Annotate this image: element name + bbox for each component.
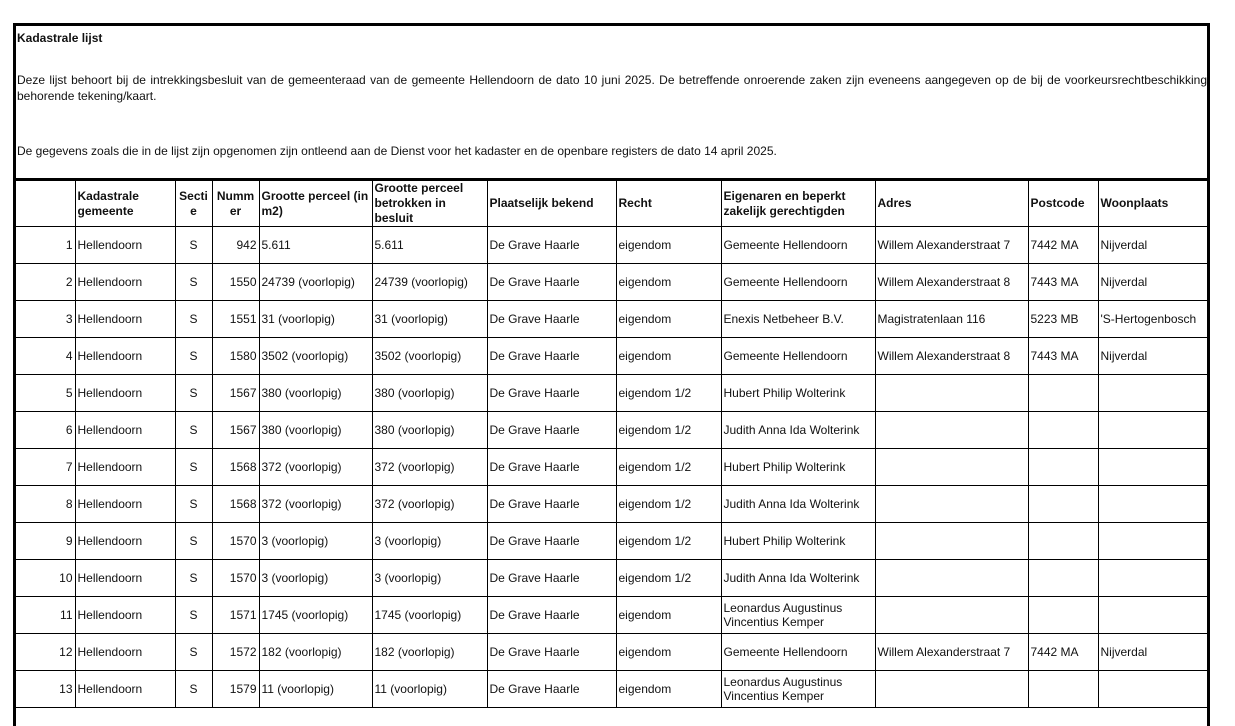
cell-adres (875, 486, 1028, 523)
intro-section (16, 26, 1207, 181)
cell-plaatselijk-bekend: De Grave Haarle (487, 449, 616, 486)
cell-adres: Willem Alexanderstraat 8 (875, 264, 1028, 301)
cell-grootte-perceel: 182 (voorlopig) (259, 634, 372, 671)
cell-eigenaren: Hubert Philip Wolterink (721, 449, 875, 486)
cell-nummer: 1570 (212, 523, 259, 560)
cell-postcode (1028, 560, 1098, 597)
cell-kadastrale-gemeente: Hellendoorn (75, 338, 175, 375)
cell-nummer: 1572 (212, 634, 259, 671)
cell-sectie: S (175, 671, 212, 708)
cell-postcode (1028, 412, 1098, 449)
cell-nummer: 1579 (212, 671, 259, 708)
cell-grootte-betrokken: 1745 (voorlopig) (372, 597, 487, 634)
header-col-grootte-betrokken: Grootte perceel betrokken in besluit (372, 181, 487, 227)
table-row (16, 338, 1207, 375)
table-row (16, 634, 1207, 671)
cell-plaatselijk-bekend: De Grave Haarle (487, 523, 616, 560)
cell-eigenaren: Judith Anna Ida Wolterink (721, 412, 875, 449)
cell-plaatselijk-bekend: De Grave Haarle (487, 597, 616, 634)
cell-grootte-betrokken: 182 (voorlopig) (372, 634, 487, 671)
cell-woonplaats (1098, 560, 1207, 597)
cell-recht: eigendom (616, 301, 721, 338)
document-frame (13, 23, 1210, 726)
cell-nummer: 1568 (212, 449, 259, 486)
header-col-nummer: Numm er (212, 181, 259, 227)
cell-sectie: S (175, 634, 212, 671)
cell-grootte-betrokken: 380 (voorlopig) (372, 412, 487, 449)
cell-adres (875, 671, 1028, 708)
cell-sectie: S (175, 301, 212, 338)
table-row (16, 597, 1207, 634)
cell-nummer: 1571 (212, 597, 259, 634)
cell-eigenaren: Gemeente Hellendoorn (721, 338, 875, 375)
cell-adres (875, 412, 1028, 449)
cell-eigenaren: Enexis Netbeheer B.V. (721, 301, 875, 338)
header-col-plaatselijk-bekend: Plaatselijk bekend (487, 181, 616, 227)
cell-grootte-betrokken: 11 (voorlopig) (372, 671, 487, 708)
cell-adres: Willem Alexanderstraat 7 (875, 634, 1028, 671)
cell-nummer: 1580 (212, 338, 259, 375)
cell-kadastrale-gemeente: Hellendoorn (75, 375, 175, 412)
cell-woonplaats (1098, 412, 1207, 449)
cell-recht: eigendom 1/2 (616, 523, 721, 560)
cell-sectie: S (175, 449, 212, 486)
cell-grootte-betrokken: 3 (voorlopig) (372, 560, 487, 597)
cell-plaatselijk-bekend: De Grave Haarle (487, 560, 616, 597)
cell-adres: Magistratenlaan 116 (875, 301, 1028, 338)
cell-kadastrale-gemeente: Hellendoorn (75, 227, 175, 264)
cell-grootte-perceel: 11 (voorlopig) (259, 671, 372, 708)
cell-recht: eigendom (616, 634, 721, 671)
cell-nummer: 1568 (212, 486, 259, 523)
cell-woonplaats: 'S-Hertogenbosch (1098, 301, 1207, 338)
cell-adres (875, 523, 1028, 560)
source-paragraph: De gegevens zoals die in de lijst zijn opgenomen zijn ontleend aan de Dienst voor het kadaster en de openbare registers de dato 14 april 2025. (17, 144, 777, 158)
cell-grootte-betrokken: 372 (voorlopig) (372, 486, 487, 523)
cell-grootte-betrokken: 3 (voorlopig) (372, 523, 487, 560)
cell-kadastrale-gemeente: Hellendoorn (75, 412, 175, 449)
cell-postcode: 7443 MA (1028, 338, 1098, 375)
cell-postcode (1028, 671, 1098, 708)
cell-sectie: S (175, 560, 212, 597)
cell-index: 3 (16, 301, 75, 338)
cell-kadastrale-gemeente: Hellendoorn (75, 671, 175, 708)
header-col-index (16, 181, 75, 227)
cell-grootte-perceel: 3 (voorlopig) (259, 523, 372, 560)
cell-kadastrale-gemeente: Hellendoorn (75, 634, 175, 671)
cell-postcode: 7443 MA (1028, 264, 1098, 301)
cell-recht: eigendom (616, 597, 721, 634)
cell-sectie: S (175, 597, 212, 634)
cell-eigenaren: Leonardus Augustinus Vincentius Kemper (721, 671, 875, 708)
cell-woonplaats (1098, 486, 1207, 523)
table-row (16, 412, 1207, 449)
cell-sectie: S (175, 375, 212, 412)
cell-recht: eigendom (616, 338, 721, 375)
document-title: Kadastrale lijst (17, 31, 103, 45)
cell-grootte-perceel: 3 (voorlopig) (259, 560, 372, 597)
cell-nummer: 942 (212, 227, 259, 264)
table-row (16, 671, 1207, 708)
cell-sectie: S (175, 523, 212, 560)
cell-grootte-perceel: 3502 (voorlopig) (259, 338, 372, 375)
cell-woonplaats: Nijverdal (1098, 634, 1207, 671)
table-row (16, 449, 1207, 486)
cell-woonplaats (1098, 523, 1207, 560)
cadastral-table (16, 181, 1207, 708)
cell-nummer: 1570 (212, 560, 259, 597)
header-col-sectie: Secti e (175, 181, 212, 227)
cell-sectie: S (175, 486, 212, 523)
table-body (16, 227, 1207, 708)
table-row (16, 523, 1207, 560)
cell-postcode (1028, 449, 1098, 486)
cell-kadastrale-gemeente: Hellendoorn (75, 597, 175, 634)
cell-woonplaats (1098, 375, 1207, 412)
cell-index: 10 (16, 560, 75, 597)
cell-postcode: 5223 MB (1028, 301, 1098, 338)
header-col-woonplaats: Woonplaats (1098, 181, 1207, 227)
cell-postcode (1028, 375, 1098, 412)
cell-index: 4 (16, 338, 75, 375)
header-col-postcode: Postcode (1028, 181, 1098, 227)
cell-eigenaren: Gemeente Hellendoorn (721, 264, 875, 301)
cell-grootte-perceel: 372 (voorlopig) (259, 449, 372, 486)
cell-woonplaats: Nijverdal (1098, 338, 1207, 375)
cell-woonplaats: Nijverdal (1098, 227, 1207, 264)
cell-eigenaren: Judith Anna Ida Wolterink (721, 486, 875, 523)
cell-grootte-betrokken: 5.611 (372, 227, 487, 264)
cell-recht: eigendom 1/2 (616, 412, 721, 449)
cell-index: 5 (16, 375, 75, 412)
cell-grootte-betrokken: 3502 (voorlopig) (372, 338, 487, 375)
header-col-grootte-perceel: Grootte perceel (in m2) (259, 181, 372, 227)
cell-index: 7 (16, 449, 75, 486)
cell-plaatselijk-bekend: De Grave Haarle (487, 227, 616, 264)
cell-kadastrale-gemeente: Hellendoorn (75, 449, 175, 486)
cell-recht: eigendom 1/2 (616, 449, 721, 486)
cell-plaatselijk-bekend: De Grave Haarle (487, 375, 616, 412)
cell-plaatselijk-bekend: De Grave Haarle (487, 412, 616, 449)
cell-plaatselijk-bekend: De Grave Haarle (487, 634, 616, 671)
cell-index: 9 (16, 523, 75, 560)
cell-sectie: S (175, 264, 212, 301)
cell-index: 12 (16, 634, 75, 671)
cell-adres (875, 560, 1028, 597)
cell-kadastrale-gemeente: Hellendoorn (75, 264, 175, 301)
cell-adres (875, 375, 1028, 412)
cell-grootte-betrokken: 31 (voorlopig) (372, 301, 487, 338)
cell-adres (875, 449, 1028, 486)
cell-eigenaren: Hubert Philip Wolterink (721, 523, 875, 560)
intro-paragraph: Deze lijst behoort bij de intrekkingsbesluit van de gemeenteraad van de gemeente Hellendoorn de dato 10 juni 2025. De betreffende onroerende zaken zijn eveneens aangegeven op de bij de voorkeursrechtbeschikking behorende tekening/kaart. (17, 73, 1207, 103)
cell-adres: Willem Alexanderstraat 8 (875, 338, 1028, 375)
table-row (16, 375, 1207, 412)
cell-grootte-perceel: 24739 (voorlopig) (259, 264, 372, 301)
cell-index: 6 (16, 412, 75, 449)
table-header-row (16, 181, 1207, 227)
cell-eigenaren: Leonardus Augustinus Vincentius Kemper (721, 597, 875, 634)
cell-recht: eigendom 1/2 (616, 560, 721, 597)
cell-postcode (1028, 597, 1098, 634)
cell-plaatselijk-bekend: De Grave Haarle (487, 338, 616, 375)
cell-adres: Willem Alexanderstraat 7 (875, 227, 1028, 264)
cell-nummer: 1567 (212, 375, 259, 412)
cell-index: 11 (16, 597, 75, 634)
header-col-eigenaren: Eigenaren en beperkt zakelijk gerechtigden (721, 181, 875, 227)
cell-nummer: 1567 (212, 412, 259, 449)
cell-grootte-perceel: 31 (voorlopig) (259, 301, 372, 338)
cell-postcode (1028, 523, 1098, 560)
header-col-adres: Adres (875, 181, 1028, 227)
cell-index: 13 (16, 671, 75, 708)
cell-plaatselijk-bekend: De Grave Haarle (487, 671, 616, 708)
cell-index: 2 (16, 264, 75, 301)
cell-kadastrale-gemeente: Hellendoorn (75, 523, 175, 560)
cell-kadastrale-gemeente: Hellendoorn (75, 486, 175, 523)
table-row (16, 560, 1207, 597)
cell-grootte-betrokken: 372 (voorlopig) (372, 449, 487, 486)
cell-grootte-betrokken: 24739 (voorlopig) (372, 264, 487, 301)
cell-kadastrale-gemeente: Hellendoorn (75, 560, 175, 597)
cell-index: 1 (16, 227, 75, 264)
cell-plaatselijk-bekend: De Grave Haarle (487, 264, 616, 301)
cell-plaatselijk-bekend: De Grave Haarle (487, 301, 616, 338)
cell-grootte-perceel: 380 (voorlopig) (259, 412, 372, 449)
table-row (16, 227, 1207, 264)
cell-sectie: S (175, 412, 212, 449)
cell-recht: eigendom 1/2 (616, 486, 721, 523)
cell-woonplaats (1098, 671, 1207, 708)
cell-nummer: 1551 (212, 301, 259, 338)
table-row (16, 486, 1207, 523)
header-col-recht: Recht (616, 181, 721, 227)
cell-sectie: S (175, 338, 212, 375)
cell-sectie: S (175, 227, 212, 264)
cell-nummer: 1550 (212, 264, 259, 301)
cell-recht: eigendom (616, 227, 721, 264)
cell-plaatselijk-bekend: De Grave Haarle (487, 486, 616, 523)
cell-grootte-perceel: 372 (voorlopig) (259, 486, 372, 523)
cell-grootte-betrokken: 380 (voorlopig) (372, 375, 487, 412)
cell-woonplaats (1098, 449, 1207, 486)
cell-grootte-perceel: 5.611 (259, 227, 372, 264)
cell-index: 8 (16, 486, 75, 523)
cell-eigenaren: Judith Anna Ida Wolterink (721, 560, 875, 597)
cell-eigenaren: Hubert Philip Wolterink (721, 375, 875, 412)
cell-postcode: 7442 MA (1028, 227, 1098, 264)
cell-eigenaren: Gemeente Hellendoorn (721, 227, 875, 264)
cell-woonplaats (1098, 597, 1207, 634)
cell-postcode: 7442 MA (1028, 634, 1098, 671)
table-row (16, 264, 1207, 301)
cell-grootte-perceel: 380 (voorlopig) (259, 375, 372, 412)
cell-kadastrale-gemeente: Hellendoorn (75, 301, 175, 338)
cell-grootte-perceel: 1745 (voorlopig) (259, 597, 372, 634)
cell-woonplaats: Nijverdal (1098, 264, 1207, 301)
cell-postcode (1028, 486, 1098, 523)
cell-adres (875, 597, 1028, 634)
cell-eigenaren: Gemeente Hellendoorn (721, 634, 875, 671)
cell-recht: eigendom (616, 264, 721, 301)
header-col-kadastrale-gemeente: Kadastrale gemeente (75, 181, 175, 227)
cell-recht: eigendom 1/2 (616, 375, 721, 412)
table-row (16, 301, 1207, 338)
cell-recht: eigendom (616, 671, 721, 708)
